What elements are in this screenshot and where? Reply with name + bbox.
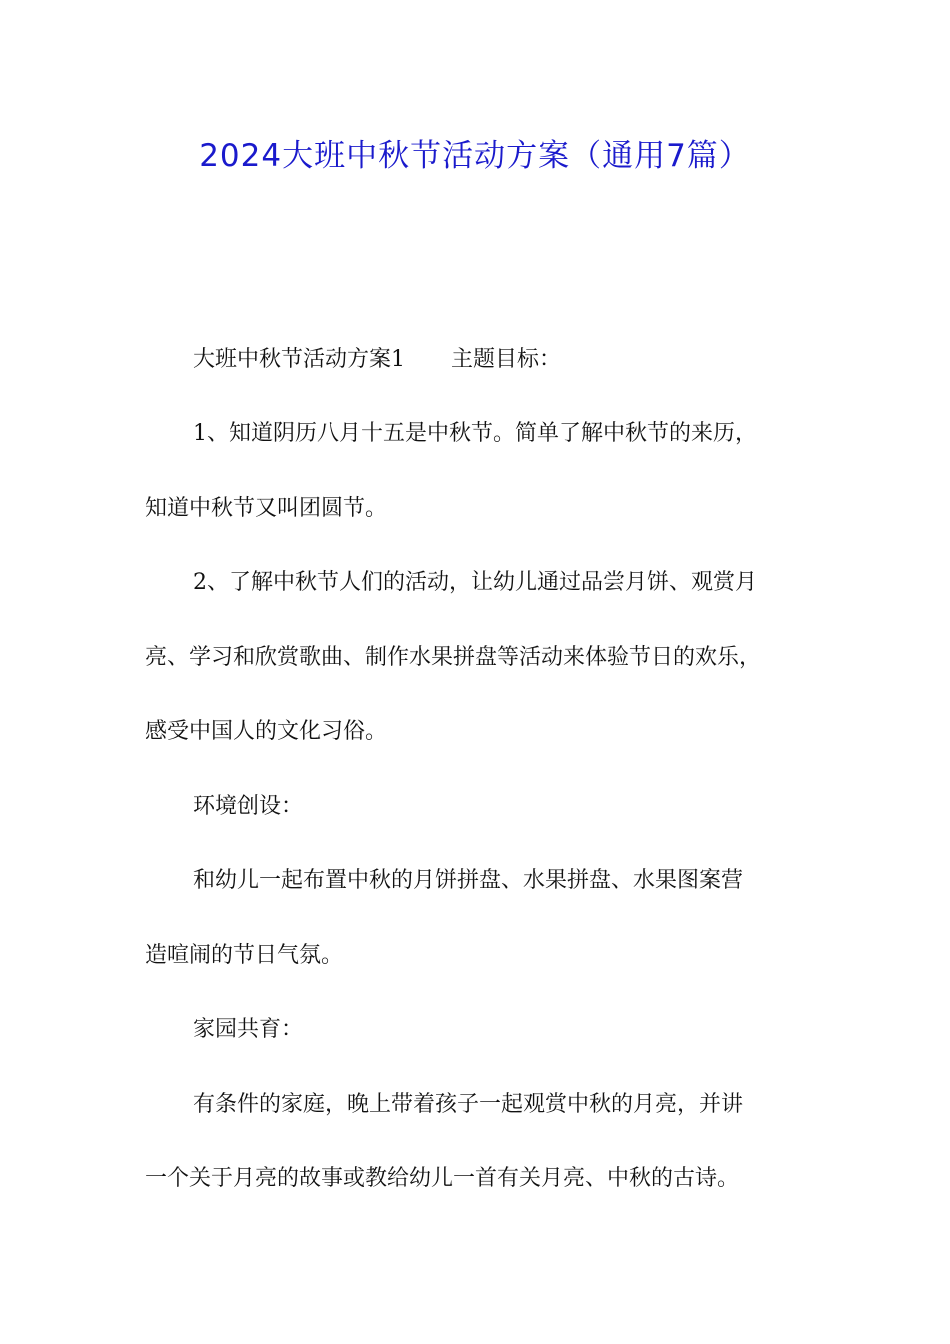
paragraph-line: 1、知道阴历八月十五是中秋节。简单了解中秋节的来历，	[193, 421, 757, 446]
paragraph-line: 有条件的家庭，晚上带着孩子一起观赏中秋的月亮，并讲	[193, 1092, 744, 1117]
paragraph-line: 和幼儿一起布置中秋的月饼拼盘、水果拼盘、水果图案营	[193, 868, 744, 893]
paragraph-heading: 环境创设：	[193, 794, 304, 819]
paragraph-line: 亮、学习和欣赏歌曲、制作水果拼盘等活动来体验节日的欢乐，	[145, 645, 762, 670]
paragraph-heading: 家园共育：	[193, 1017, 304, 1042]
section-subheading: 主题目标：	[451, 347, 562, 372]
paragraph-line: 知道中秋节又叫团圆节。	[145, 496, 388, 521]
paragraph-line: 2、了解中秋节人们的活动，让幼儿通过品尝月饼、观赏月	[193, 570, 757, 595]
section-heading-line	[193, 345, 561, 375]
document-title: 2024大班中秋节活动方案（通用7篇）	[199, 138, 751, 174]
paragraph-line: 一个关于月亮的故事或教给幼儿一首有关月亮、中秋的古诗。	[145, 1166, 740, 1191]
paragraph-line: 造喧闹的节日气氛。	[145, 943, 344, 968]
section-heading: 大班中秋节活动方案1	[193, 347, 405, 372]
paragraph-line: 感受中国人的文化习俗。	[145, 719, 388, 744]
